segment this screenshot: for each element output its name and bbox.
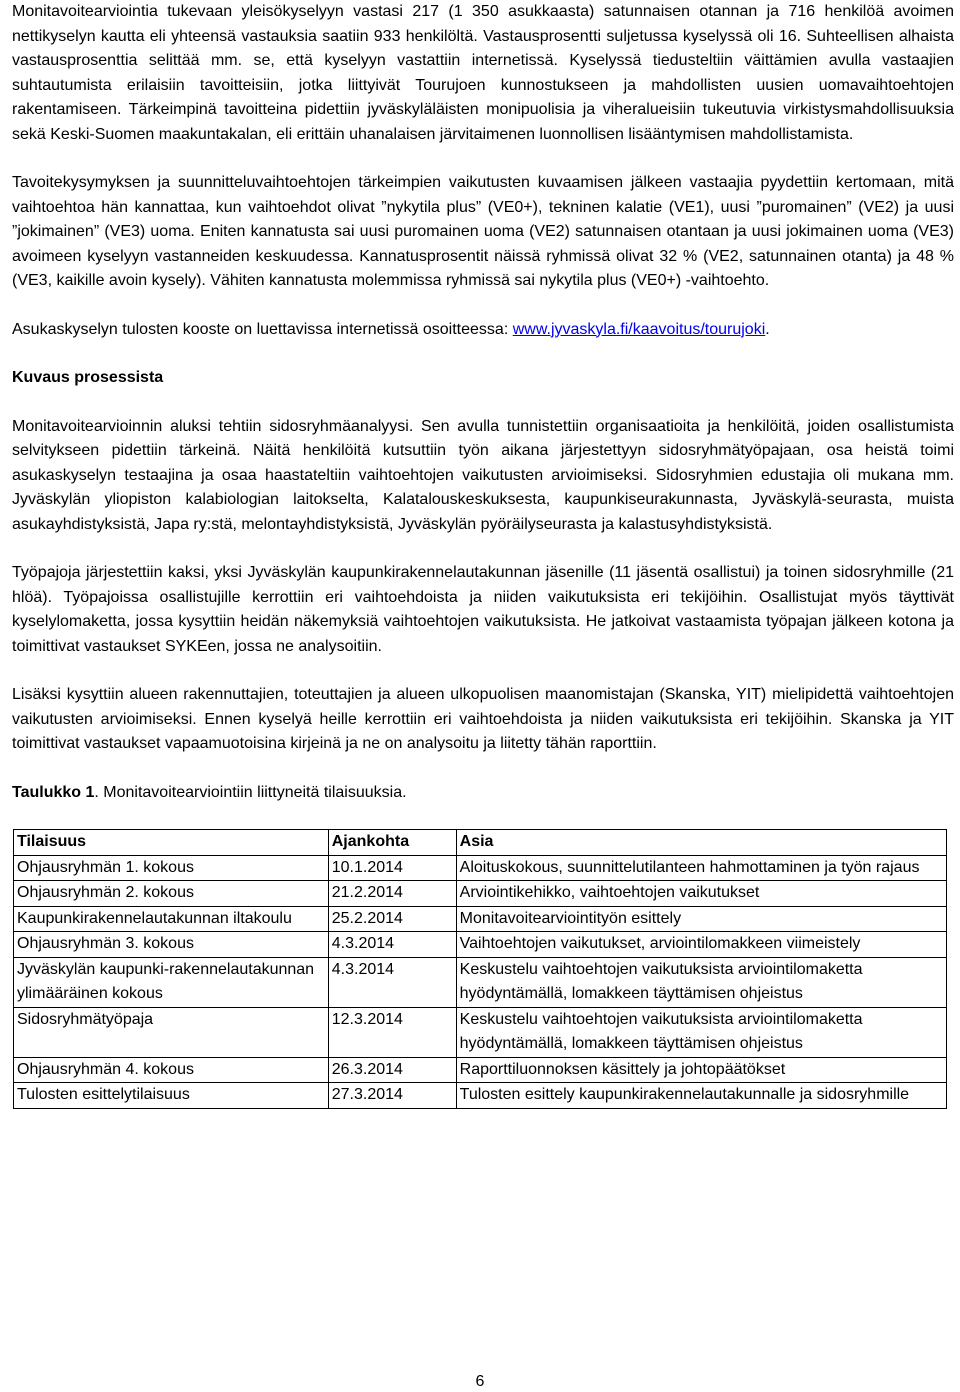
table-row <box>14 1057 947 1083</box>
document-page <box>12 0 954 1109</box>
header-date: Ajankohta <box>328 830 456 856</box>
link-trailing-text: . <box>765 320 770 338</box>
cell-event: Ohjausryhmän 3. kokous <box>14 932 329 958</box>
cell-topic: Keskustelu vaihtoehtojen vaikutuksista arviointilomaketta hyödyntämällä, lomakkeen täyttämisen ohjeistus <box>456 1007 946 1057</box>
table-row <box>14 957 947 1007</box>
cell-event: Ohjausryhmän 4. kokous <box>14 1057 329 1083</box>
table-row <box>14 906 947 932</box>
paragraph-survey-results: Monitavoitearviointia tukevaan yleisökyselyyn vastasi 217 (1 350 asukkaasta) satunnaisen otannan ja 716 henkilöä avoimen nettikyselyn kautta eli yhteensä vastauksia saatiin 933 henkilöltä. Vastausprosentti suljetussa kyselyssä oli 16. Suhteellisen alhaista vastausprosenttia selittää mm. se, että kyselyyn vastattiin internetissä. Kyselyssä tiedusteltiin väittämien avulla vastaajien suhtautumista erilaisiin tavoitteisiin, jotka liittyivät Tourujoen kunnostukseen ja mahdollisten uusien uomavaihtoehtojen rakentamiseen. Tärkeimpinä tavoitteina pidettiin jyväskyläläisten monipuolisia ja viheralueisiin tukeutuvia virkistysmahdollisuuksia sekä Keski-Suomen maakuntakalan, eli erittäin uhanalaisen järvitaimenen luonnollisen lisääntymisen mahdollistamista. <box>12 3 954 143</box>
table-row <box>14 1083 947 1109</box>
header-topic: Asia <box>456 830 946 856</box>
cell-date: 10.1.2014 <box>328 855 456 881</box>
table-caption <box>12 781 954 806</box>
table-caption-label: Taulukko 1 <box>12 783 95 801</box>
cell-date: 12.3.2014 <box>328 1007 456 1057</box>
paragraph-alternatives-support: Tavoitekysymyksen ja suunnitteluvaihtoehtojen tärkeimpien vaikutusten kuvaamisen jälkeen vastaajia pyydettiin kertomaan, mitä vaihtoehtoa hän kannattaa, kun vaihtoehdot olivat ”nykytila plus” (VE0+), tekninen kalatie (VE1), uusi ”puromainen” (VE2) ja uusi ”jokimainen” (VE3) uoma. Eniten kannatusta sai uusi puromainen uoma (VE2) satunnaisen otantaan ja uusi jokimainen uoma (VE3) avoimeen kyselyyn vastanneiden keskuudessa. Kannatusprosentit näissä ryhmissä olivat 32 % (VE2, satunnainen otanta) ja 48 % (VE3, kaikille avoin kysely). Vähiten kannatusta molemmissa ryhmissä sai nykytila plus (VE0+) -vaihtoehto. <box>12 174 954 289</box>
cell-date: 21.2.2014 <box>328 881 456 907</box>
table-row <box>14 881 947 907</box>
header-event: Tilaisuus <box>14 830 329 856</box>
cell-event: Tulosten esittelytilaisuus <box>14 1083 329 1109</box>
cell-date: 4.3.2014 <box>328 957 456 1007</box>
paragraph-survey-link <box>12 318 954 343</box>
section-heading: Kuvaus prosessista <box>12 369 164 386</box>
cell-topic: Monitavoitearviointityön esittely <box>456 906 946 932</box>
survey-results-link[interactable]: www.jyvaskyla.fi/kaavoitus/tourujoki <box>512 320 766 338</box>
events-table <box>13 829 947 1109</box>
cell-topic: Vaihtoehtojen vaikutukset, arviointilomakkeen viimeistely <box>456 932 946 958</box>
cell-topic: Raporttiluonnoksen käsittely ja johtopäätökset <box>456 1057 946 1083</box>
link-intro-text: Asukaskyselyn tulosten kooste on luettavissa internetissä osoitteessa: <box>12 320 513 338</box>
table-row <box>14 1007 947 1057</box>
cell-date: 25.2.2014 <box>328 906 456 932</box>
cell-event: Ohjausryhmän 1. kokous <box>14 855 329 881</box>
paragraph-stakeholder-analysis: Monitavoitearvioinnin aluksi tehtiin sidosryhmäanalyysi. Sen avulla tunnistettiin organisaatioita ja henkilöitä, joiden osallistumista selvitykseen pidettiin tärkeinä. Näitä henkilöitä kutsuttiin työn aikana järjestettyyn sidosryhmätyöpajaan, osa heistä toimi asukaskyselyn testaajina ja osaa haastateltiin vaihtoehtojen vaikutusten arvioimiseksi. Sidosryhmien edustajia oli mukana mm. Jyväskylän yliopiston kalabiologian laitokselta, Kalatalouskeskuksesta, kaupunkiseurakunnasta, Jyväskylä-seurasta, muista asukayhdistyksistä, Japa ry:stä, melontayhdistyksistä, Jyväskylän pyöräilyseurasta ja kalastusyhdistyksistä. <box>12 417 954 533</box>
table-caption-text: . Monitavoitearviointiin liittyneitä tilaisuuksia. <box>94 783 407 801</box>
cell-event: Kaupunkirakennelautakunnan iltakoulu <box>14 906 329 932</box>
cell-date: 27.3.2014 <box>328 1083 456 1109</box>
cell-date: 4.3.2014 <box>328 932 456 958</box>
cell-topic: Arviointikehikko, vaihtoehtojen vaikutukset <box>456 881 946 907</box>
paragraph-developers: Lisäksi kysyttiin alueen rakennuttajien, toteuttajien ja alueen ulkopuolisen maanomistajan (Skanska, YIT) mielipidettä vaihtoehtojen vaikutusten arvioimiseksi. Ennen kyselyä heille kerrottiin eri vaihtoehdoista ja niiden vaikutuksista eri tekijöihin. Skanska ja YIT toimittivat vastaukset vapaamuotoisina kirjeinä ja ne on analysoitu ja liitetty tähän raporttiin. <box>12 686 954 752</box>
table-row <box>14 855 947 881</box>
cell-event: Jyväskylän kaupunki-rakennelautakunnan ylimääräinen kokous <box>14 957 329 1007</box>
page-number: 6 <box>475 1373 485 1390</box>
cell-topic: Aloituskokous, suunnittelutilanteen hahmottaminen ja työn rajaus <box>456 855 946 881</box>
table-row <box>14 932 947 958</box>
table-header-row <box>14 830 947 856</box>
cell-topic: Keskustelu vaihtoehtojen vaikutuksista arviointilomaketta hyödyntämällä, lomakkeen täyttämisen ohjeistus <box>456 957 946 1007</box>
paragraph-workshops: Työpajoja järjestettiin kaksi, yksi Jyväskylän kaupunkirakennelautakunnan jäsenille (11 jäsentä osallistui) ja toinen sidosryhmille (21 hlöä). Työpajoissa osallistujille kerrottiin eri vaihtoehdoista ja niiden vaikutuksista eri tekijöihin. Osallistujat myös täyttivät kyselylomaketta, jossa kysyttiin heidän näkemyksiä vaihtoehtojen vaikutuksista. He jatkoivat vastaamista työpajan jälkeen kotona ja toimittivat vastaukset SYKEen, jossa ne analysoitiin. <box>12 564 954 655</box>
cell-date: 26.3.2014 <box>328 1057 456 1083</box>
cell-event: Sidosryhmätyöpaja <box>14 1007 329 1057</box>
cell-topic: Tulosten esittely kaupunkirakennelautakunnalle ja sidosryhmille <box>456 1083 946 1109</box>
cell-event: Ohjausryhmän 2. kokous <box>14 881 329 907</box>
